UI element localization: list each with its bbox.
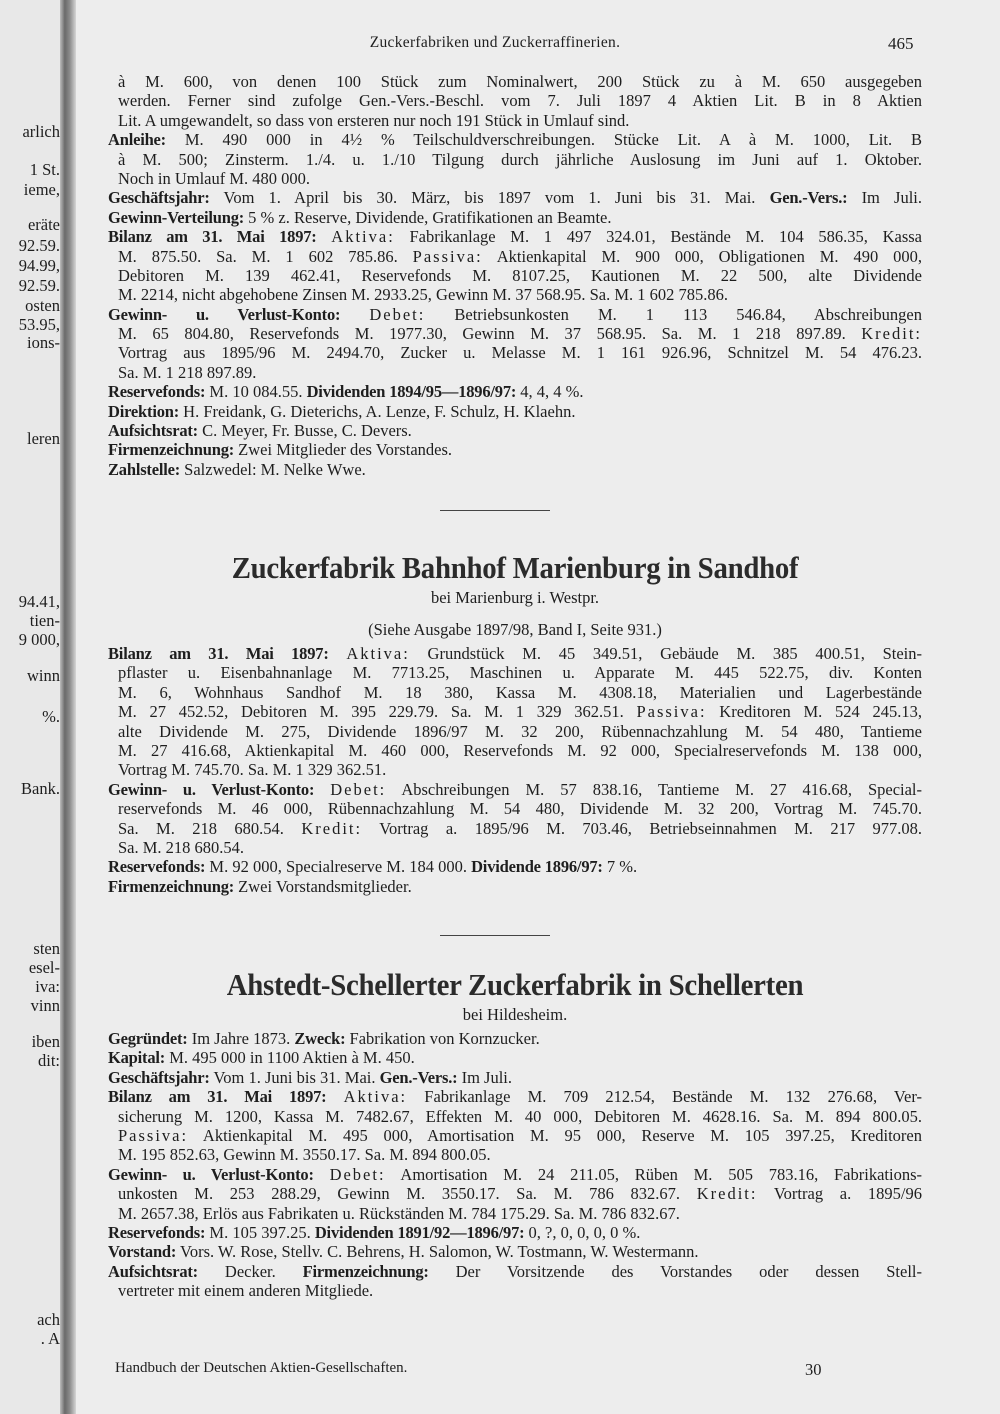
text-segment: C. Meyer, Fr. Busse, C. Devers. [197,421,412,441]
section-divider [440,510,550,511]
text-line: M. 2214, nicht abgehobene Zinsen M. 2933.25, Gewinn M. 37 568.95. Sa. M. 1 602 785.86. [118,285,728,305]
text-segment: unkosten M. 253 288.29, Gewinn M. 3550.17. Sa. M. 786 832.67. [118,1184,697,1204]
text-line [108,1262,922,1281]
text-line [108,130,922,149]
entry-label: Gewinn- u. Verlust-Konto: [108,304,341,324]
text-line: pflaster u. Eisenbahnanlage M. 7713.25, Maschinen u. Apparate M. 445 522.75, div. Konten [118,663,922,683]
entry-label: Dividende 1896/97: [471,857,603,877]
margin-fragment: eräte [27,215,60,234]
text-line [108,780,922,799]
spaced-term: Kredit: [301,818,363,838]
text-line [108,1242,922,1261]
paragraphs [108,72,922,479]
text-line: Vortrag M. 745.70. Sa. M. 1 329 362.51. [118,760,387,780]
running-title: Zuckerfabriken und Zuckerraffinerien. [369,34,621,51]
signature-mark: 30 [805,1360,822,1379]
text-segment: Aktienkapital M. 900 000, Obligationen M. 490 000, [482,246,922,266]
margin-fragment: vinn [30,996,60,1015]
text-line [108,421,922,440]
text-line: Sa. M. 218 680.54. [118,837,245,857]
margin-fragment: tien- [29,611,60,630]
margin-fragment: arlich [22,122,60,141]
text-segment: Decker. [197,1261,303,1281]
spaced-term: Passiva: [118,1125,189,1145]
entry-label: Geschäftsjahr: [108,188,210,208]
adjacent-page-margin [0,0,60,1414]
text-segment: Vors. W. Rose, Stellv. C. Behrens, H. Salomon, W. Tostmann, W. Westermann. [176,1242,699,1262]
margin-fragment: 92.59. [18,236,60,255]
entry-paragraph [108,440,922,459]
margin-fragment: . A [40,1329,60,1348]
text-segment: Abschreibungen M. 57 838.16, Tantieme M. 27 416.68, Special- [386,779,923,799]
text-segment: M. 490 000 in 4½ % Teilschuldverschreibungen. Stücke Lit. A à M. 1000, Lit. B [165,130,922,150]
text-segment [326,1087,343,1106]
text-line [108,208,922,227]
entry-label: Reservefonds: [108,382,206,402]
paragraphs [108,1029,922,1300]
entry-label: Gewinn- u. Verlust-Konto: [108,779,315,799]
text-line [108,188,922,207]
text-line [108,440,922,459]
text-segment: 7 %. [602,857,638,877]
text-line [108,1087,922,1106]
text-line [108,402,922,421]
section-continuation [108,68,922,479]
company-title: Zuckerfabrik Bahnhof Marienburg in Sandhof [231,550,799,585]
text-line [108,227,922,246]
entry-paragraph [108,1262,922,1301]
text-line [108,1165,922,1184]
text-segment [317,227,332,246]
text-line [118,324,922,343]
entry-label: Kapital: [108,1048,166,1068]
margin-fragment: ions- [27,333,60,352]
entry-label: Gewinn- u. Verlust-Konto: [108,1164,314,1184]
margin-fragment: 94.99, [18,256,60,275]
text-line [118,819,922,838]
text-line: Noch in Umlauf M. 480 000. [118,168,311,188]
text-line: M. 27 416.68, Aktienkapital M. 460 000, Reservefonds M. 92 000, Specialreservefonds M. 138 000, [118,740,922,760]
margin-fragment: iben [31,1032,60,1051]
text-segment: 5 % z. Reserve, Dividende, Gratifikationen an Beamte. [244,207,612,227]
text-line [108,382,922,401]
text-segment: Amortisation M. 24 211.05, Rüben M. 505 783.16, Fabrikations- [385,1164,922,1184]
text-segment: Im Juli. [847,188,923,208]
spaced-term: Aktiva: [346,644,410,663]
text-segment: M. 65 804.80, Reservefonds M. 1977.30, Gewinn M. 37 568.95. Sa. M. 1 218 897.89. [118,324,862,344]
spaced-term: Aktiva: [331,227,395,247]
text-segment: Fabrikation von Kornzucker. [345,1029,540,1048]
entry-label: Anleihe: [108,130,166,150]
entry-label: Bilanz am 31. Mai 1897: [108,1087,327,1107]
text-segment: 0, ?, 0, 0, 0, 0 %. [524,1222,641,1242]
entry-paragraph [108,1223,922,1242]
entry-paragraph [108,1068,922,1087]
entry-paragraph [108,421,922,440]
spaced-term: Debet: [369,304,426,324]
text-segment: M. 92 000, Specialreserve M. 184 000. [205,857,472,877]
entry-paragraph [108,227,922,305]
text-segment: Vom 1. Juni bis 31. Mai. [209,1067,380,1087]
text-segment: Grundstück M. 45 349.51, Gebäude M. 385 400.51, Stein- [409,644,922,663]
margin-fragment: 53.95, [18,315,60,334]
entry-label: Vorstand: [108,1242,177,1262]
entry-label: Reservefonds: [108,857,206,877]
text-segment: Fabrikanlage M. 709 212.54, Bestände M. 132 276.68, Ver- [407,1087,922,1107]
text-line: Vortrag aus 1895/96 M. 2494.70, Zucker u. Melasse M. 1 161 926.96, Schnitzel M. 54 476.23. [118,343,922,363]
text-line: Sa. M. 1 218 897.89. [118,362,257,382]
text-segment: Im Jahre 1873. [187,1029,295,1048]
spaced-term: Kredit: [861,324,922,344]
entry-label: Gewinn-Verteilung: [108,207,245,227]
margin-fragment: 1 St. [29,160,60,179]
text-line: M. 2657.38, Erlös aus Fabrikaten u. Rückständen M. 784 175.29. Sa. M. 786 832.67. [118,1203,680,1223]
text-line [108,1223,922,1242]
entry-label: Dividenden 1891/92—1896/97: [314,1222,525,1242]
text-line [108,305,922,324]
margin-fragment: winn [27,666,60,685]
text-line [108,460,922,479]
entry-label: Direktion: [108,401,180,421]
text-segment: M. 10 084.55. [205,382,307,402]
text-line: à M. 500; Zinsterm. 1./4. u. 1./10 Tilgung durch jährliche Auslosung im Juni auf 1. Oktober. [118,149,922,169]
text-line [108,644,922,663]
margin-fragment: sten [33,939,60,958]
spaced-term: Passiva: [412,246,483,266]
text-segment: Fabrikanlage M. 1 497 324.01, Bestände M. 104 586.35, Kassa [394,227,922,247]
text-segment: Zwei Mitglieder des Vorstandes. [234,440,453,460]
entry-paragraph [108,1029,922,1048]
text-line: alte Dividende M. 275, Dividende 1896/97 M. 32 200, Rübennachzahlung M. 54 480, Tantieme [118,721,922,741]
text-line [108,1029,922,1048]
entry-paragraph [108,188,922,207]
spaced-term: Aktiva: [343,1087,408,1107]
text-line: vertreter mit einem anderen Mitgliede. [118,1281,374,1301]
paragraphs [108,644,922,896]
text-segment: Sa. M. 218 680.54. [118,818,302,838]
entry-label: Zahlstelle: [108,459,181,479]
text-line [108,1048,922,1067]
entry-paragraph [108,1048,922,1067]
section-divider [440,935,550,936]
spaced-term: Passiva: [636,702,707,722]
book-gutter [60,0,76,1414]
text-segment: Zwei Vorstandsmitglieder. [234,876,412,896]
entry-label: Firmenzeichnung: [302,1261,429,1281]
section-marienburg [108,550,922,896]
text-segment: Vom 1. April bis 30. März, bis 1897 vom 1. Juni bis 31. Mai. [209,188,770,208]
margin-fragment: 94.41, [18,592,60,611]
entry-label: Firmenzeichnung: [108,876,235,896]
entry-paragraph [108,1087,922,1165]
spaced-term: Debet: [330,779,387,799]
text-segment: H. Freidank, G. Dieterichs, A. Lenze, F. Schulz, H. Klaehn. [179,401,576,421]
text-segment: M. 105 397.25. [205,1222,315,1242]
entry-label: Geschäftsjahr: [108,1067,210,1087]
text-segment: Salzwedel: M. Nelke Wwe. [180,459,366,479]
margin-fragment: ieme, [23,180,60,199]
company-location: bei Marienburg i. Westpr. [430,588,600,607]
text-line [118,247,922,266]
entry-paragraph [108,305,922,383]
entry-label: Gen.-Vers.: [769,188,848,208]
text-line: reservefonds M. 46 000, Rübennachzahlung M. 54 480, Dividende M. 32 200, Vortrag M. 745.70. [118,799,922,819]
text-segment: M. 875.50. Sa. M. 1 602 785.86. [118,246,413,266]
text-line [118,1126,922,1145]
text-segment: Im Juli. [457,1067,512,1087]
text-segment: M. 27 452.52, Debitoren M. 395 229.79. Sa. M. 1 329 362.51. [118,702,637,722]
entry-paragraph [108,208,922,227]
page-header [0,34,1000,56]
entry-label: Bilanz am 31. Mai 1897: [108,227,317,247]
margin-fragment: leren [27,429,60,448]
margin-fragment: dit: [37,1051,60,1070]
margin-fragment: 9 000, [18,630,60,649]
entry-paragraph [108,402,922,421]
text-segment: Vortrag a. 1895/96 M. 703.46, Betriebseinnahmen M. 217 977.08. [362,818,923,838]
text-line: sicherung M. 1200, Kassa M. 7482.67, Effekten M. 40 000, Debitoren M. 4628.16. Sa. M. 894 800.05. [118,1106,922,1126]
entry-label: Aufsichtsrat: [108,1261,198,1281]
entry-label: Reservefonds: [108,1222,206,1242]
section-schellerten [108,967,922,1300]
margin-fragment: 92.59. [18,276,60,295]
margin-fragment: ach [37,1310,60,1329]
text-line: Lit. A umgewandelt, so dass von ersteren nur noch 191 Stück in Umlauf sind. [118,110,630,130]
entry-paragraph [108,72,922,130]
edition-reference: (Siehe Ausgabe 1897/98, Band I, Seite 931.) [368,620,662,639]
entry-paragraph [108,877,922,896]
entry-label: Firmenzeichnung: [108,440,235,460]
text-line: M. 195 852.63, Gewinn M. 3550.17. Sa. M. 894 800.05. [118,1145,491,1165]
text-segment [340,305,369,324]
entry-paragraph [108,780,922,858]
entry-label: Bilanz am 31. Mai 1897: [108,644,329,663]
margin-fragment: Bank. [21,779,60,798]
margin-fragment: esel- [28,958,60,977]
text-line [118,702,922,721]
text-segment: Aktienkapital M. 495 000, Amortisation M. 95 000, Reserve M. 105 397.25, Kreditoren [188,1125,922,1145]
company-title: Ahstedt-Schellerter Zuckerfabrik in Schellerten [226,967,804,1002]
page-number: 465 [888,34,914,53]
text-line: à M. 600, von denen 100 Stück zum Nominalwert, 200 Stück zu à M. 650 ausgegeben [118,72,922,91]
entry-paragraph [108,382,922,401]
text-segment: Vortrag a. 1895/96 [757,1184,922,1204]
spaced-term: Debet: [329,1164,386,1184]
page-footer [115,1360,822,1380]
entry-label: Zweck: [294,1029,346,1048]
entry-paragraph [108,857,922,876]
entry-label: Dividenden 1894/95—1896/97: [306,382,517,402]
text-line: werden. Ferner sind zufolge Gen.-Vers.-Beschl. vom 7. Juli 1897 4 Aktien Lit. B in 8 Aktien [118,91,922,111]
entry-paragraph [108,460,922,479]
entry-paragraph [108,644,922,780]
margin-fragment: osten [25,296,60,315]
text-line [108,1068,922,1087]
text-line: M. 6, Wohnhaus Sandhof M. 18 380, Kassa M. 4308.18, Materialien und Lagerbestände [118,682,922,702]
text-line [118,1184,922,1203]
text-line [108,857,922,876]
text-segment [329,644,347,663]
text-segment: Betriebsunkosten M. 1 113 546.84, Abschreibungen [425,304,923,324]
margin-fragment: %. [42,707,60,726]
text-segment: 4, 4, 4 %. [516,382,584,402]
margin-fragment: iva: [35,977,60,996]
text-segment [314,1165,330,1184]
entry-label: Gegründet: [108,1029,188,1048]
entry-paragraph [108,1242,922,1261]
spaced-term: Kredit: [696,1184,758,1204]
entry-label: Gen.-Vers.: [379,1067,458,1087]
text-segment [314,780,330,799]
text-segment: Kreditoren M. 524 245.13, [706,702,922,722]
footer-title: Handbuch der Deutschen Aktien-Gesellschaften. [115,1360,408,1376]
entry-paragraph [108,1165,922,1223]
text-line [108,877,922,896]
entry-label: Aufsichtsrat: [108,421,198,441]
company-location: bei Hildesheim. [462,1005,568,1024]
entry-paragraph [108,130,922,188]
text-line: Debitoren M. 139 462.41, Reservefonds M. 8107.25, Kautionen M. 22 500, alte Dividende [118,265,922,285]
text-segment: M. 495 000 in 1100 Aktien à M. 450. [165,1048,415,1068]
text-segment: Der Vorsitzende des Vorstandes oder dessen Stell- [428,1261,922,1281]
